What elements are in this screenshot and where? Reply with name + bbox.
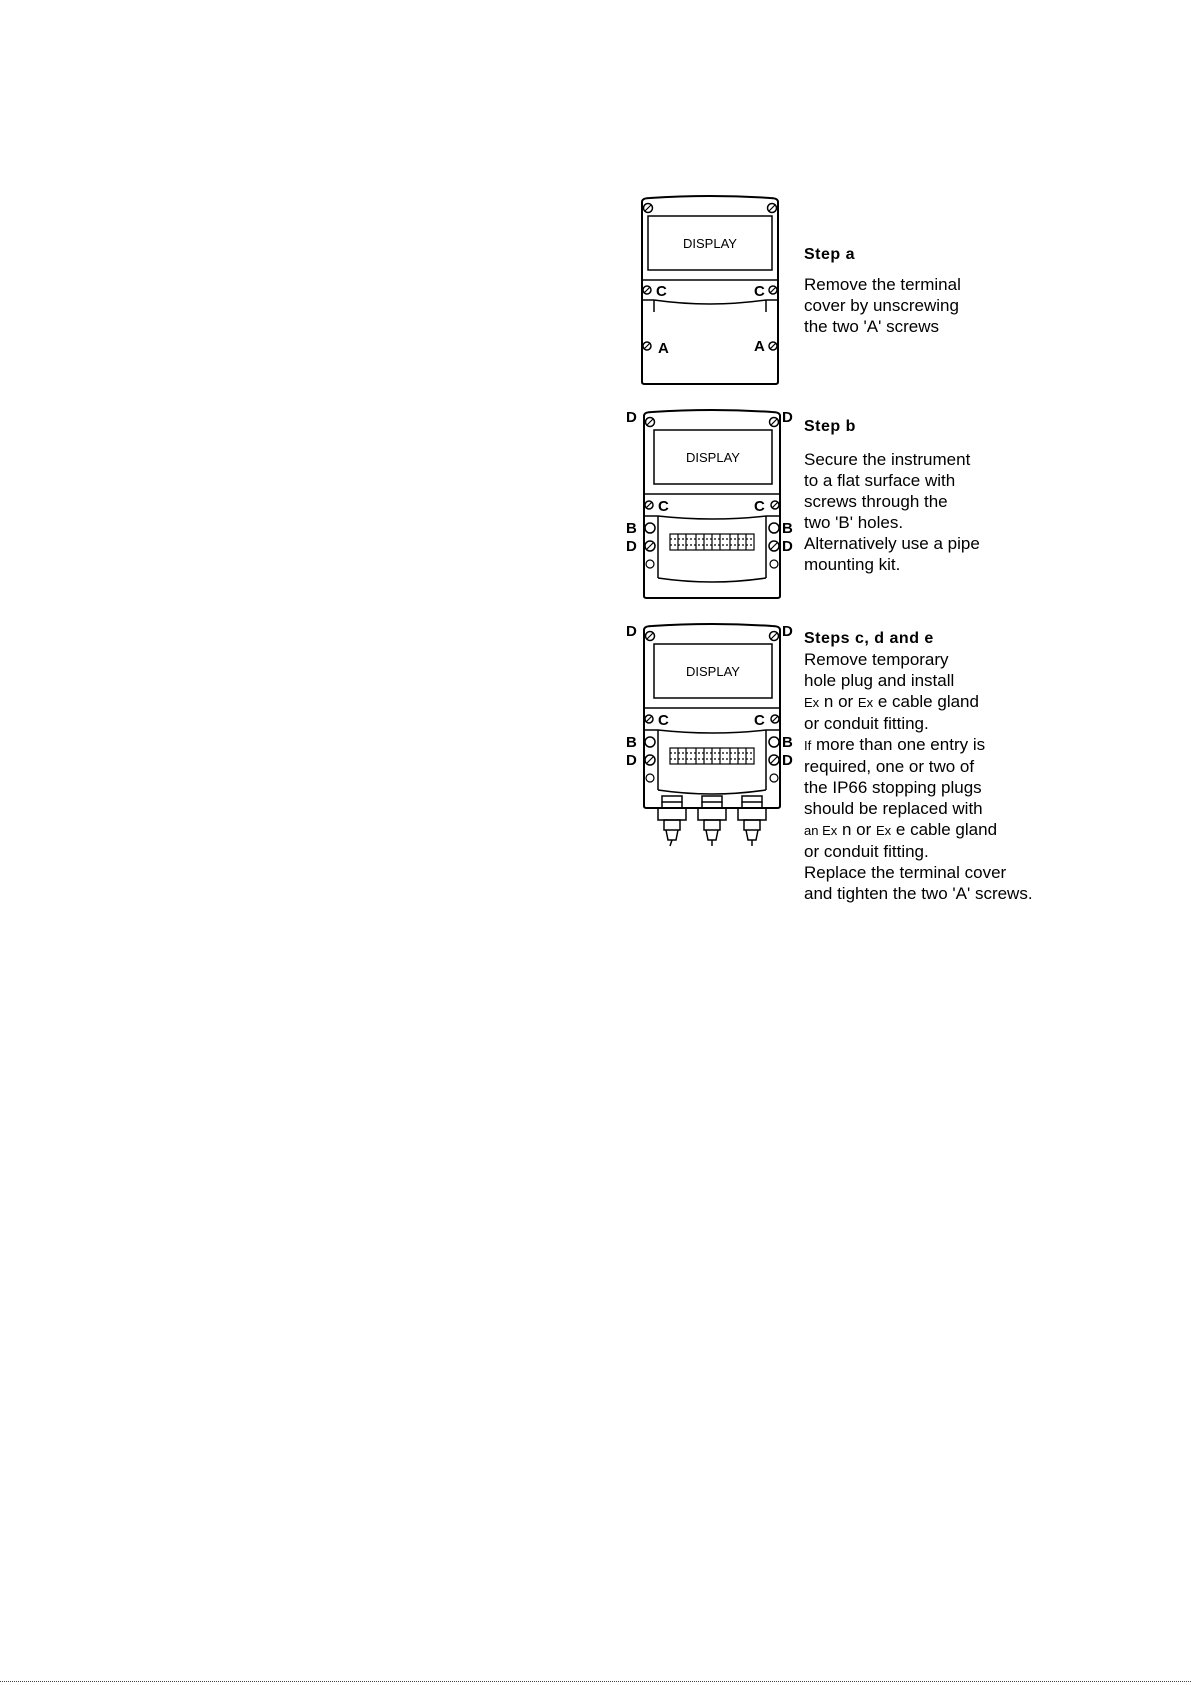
label-d: D — [782, 409, 793, 426]
text-fragment: e cable gland — [891, 820, 998, 839]
text-fragment: n or — [819, 692, 858, 711]
label-d: D — [626, 752, 637, 769]
step-cde-line: required, one or two of — [804, 757, 975, 776]
screw-icon — [770, 632, 779, 641]
screw-icon — [644, 204, 653, 213]
cable-gland-icon — [658, 796, 686, 846]
terminal-block-icon — [670, 534, 754, 550]
step-cde-line: or conduit fitting. — [804, 714, 929, 733]
screw-icon — [770, 418, 779, 427]
screw-icon — [645, 755, 655, 765]
ex-prefix: Ex — [876, 823, 892, 838]
step-b-text — [804, 416, 980, 575]
label-a-left: A — [658, 340, 669, 357]
screw-icon — [646, 418, 655, 427]
screw-icon — [769, 755, 779, 765]
text-fragment: n or — [837, 820, 876, 839]
step-b-line: two 'B' holes. — [804, 513, 904, 532]
label-b: B — [782, 734, 793, 751]
small-hole-icon — [646, 774, 654, 782]
screw-icon — [645, 541, 655, 551]
step-b-line: Alternatively use a pipe — [804, 534, 980, 553]
screw-icon — [769, 286, 777, 294]
step-b-diagram — [622, 408, 802, 603]
display-label: DISPLAY — [686, 450, 740, 465]
step-cde-line: and tighten the two 'A' screws. — [804, 884, 1033, 903]
page-bottom-rule — [0, 1681, 1191, 1682]
step-a-text — [804, 244, 961, 337]
step-cde-line: or conduit fitting. — [804, 842, 929, 861]
step-b-heading: Step b — [804, 418, 856, 435]
step-cde-line — [804, 734, 1033, 756]
step-cde-line: Replace the terminal cover — [804, 863, 1007, 882]
ex-prefix: Ex — [857, 695, 874, 710]
label-b: B — [626, 520, 637, 537]
label-d: D — [782, 623, 793, 640]
screw-icon — [643, 342, 651, 350]
step-cde-figure — [622, 622, 802, 852]
screw-icon — [645, 715, 653, 723]
step-b-line: Secure the instrument — [804, 450, 971, 469]
text-fragment: If — [804, 738, 812, 753]
mount-hole-icon — [769, 737, 779, 747]
label-c-right: C — [754, 712, 765, 729]
mount-hole-icon — [645, 737, 655, 747]
text-fragment: more than one entry is — [811, 735, 986, 754]
step-a-figure — [620, 196, 800, 386]
screw-icon — [768, 204, 777, 213]
step-cde-line — [804, 819, 1033, 841]
step-a-line: the two 'A' screws — [804, 317, 939, 336]
label-d: D — [782, 752, 793, 769]
screw-icon — [771, 715, 779, 723]
screw-icon — [646, 632, 655, 641]
screw-icon — [643, 286, 651, 294]
mount-hole-icon — [769, 523, 779, 533]
step-a-line: cover by unscrewing — [804, 296, 959, 315]
text-fragment: e cable gland — [873, 692, 979, 711]
terminal-block-icon — [670, 748, 754, 764]
screw-icon — [769, 541, 779, 551]
label-d: D — [626, 623, 637, 640]
label-c-right: C — [754, 283, 765, 300]
step-b-figure — [622, 408, 802, 603]
mount-hole-icon — [645, 523, 655, 533]
display-label: DISPLAY — [686, 664, 740, 679]
display-label: DISPLAY — [683, 236, 737, 251]
label-c-right: C — [754, 498, 765, 515]
small-hole-icon — [770, 560, 778, 568]
step-cde-line — [804, 691, 1033, 713]
ex-prefix: Ex — [804, 695, 820, 710]
small-hole-icon — [770, 774, 778, 782]
step-cde-heading: Steps c, d and e — [804, 630, 934, 647]
cable-gland-icon — [698, 796, 726, 846]
screw-icon — [645, 501, 653, 509]
screw-icon — [771, 501, 779, 509]
step-b-line: mounting kit. — [804, 555, 901, 574]
cable-gland-icon — [738, 796, 766, 846]
label-b: B — [626, 734, 637, 751]
screw-icon — [769, 342, 777, 350]
step-cde-line: hole plug and install — [804, 671, 955, 690]
step-a-diagram — [620, 196, 800, 386]
step-cde-diagram — [622, 622, 802, 852]
label-c-left: C — [658, 498, 669, 515]
label-c-left: C — [658, 712, 669, 729]
step-a-heading: Step a — [804, 246, 856, 263]
text-fragment: an Ex — [804, 823, 838, 838]
label-d: D — [626, 538, 637, 555]
step-cde-text — [804, 628, 1033, 904]
step-cde-line: Remove temporary — [804, 650, 949, 669]
step-a-line: Remove the terminal — [804, 275, 961, 294]
step-cde-line: should be replaced with — [804, 799, 983, 818]
step-b-line: screws through the — [804, 492, 948, 511]
step-b-line: to a flat surface with — [804, 471, 956, 490]
label-b: B — [782, 520, 793, 537]
label-a-right: A — [754, 338, 765, 355]
small-hole-icon — [646, 560, 654, 568]
label-d: D — [782, 538, 793, 555]
step-cde-line: the IP66 stopping plugs — [804, 778, 982, 797]
label-c-left: C — [656, 283, 667, 300]
label-d: D — [626, 409, 637, 426]
